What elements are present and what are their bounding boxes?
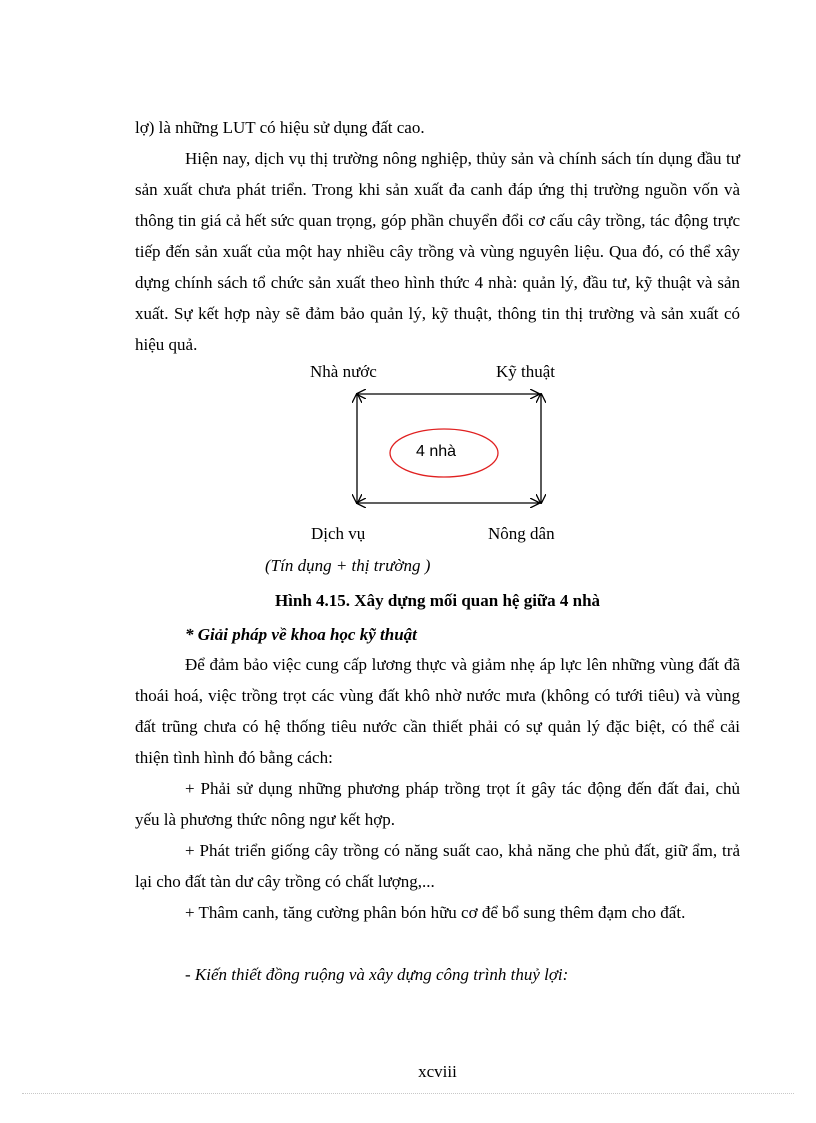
paragraph-intro-end: lợ) là những LUT có hiệu sử dụng đất cao. <box>135 118 425 137</box>
figure-caption: Hình 4.15. Xây dựng mối quan hệ giữa 4 nhà <box>274 591 601 610</box>
paragraph-irrigation: - Kiến thiết đồng ruộng và xây dựng công trình thuỷ lợi: <box>185 965 569 984</box>
paragraph-food-supply: Để đảm bảo việc cung cấp lương thực và giảm nhẹ áp lực lên những vùng đất đã thoái hoá, việc trồng trọt các vùng đất khô nhờ nước mưa (không có tưới tiêu) và vùng đất trũng chưa có hệ thống tiêu nước cần thiết phải có sự quản lý đặc biệt, có thể cải thiện tình hình đó bằng cách: <box>135 655 740 767</box>
page-number: xcviii <box>418 1062 457 1081</box>
paragraph-crop-varieties: + Phát triển giống cây trồng có năng suất cao, khả năng che phủ đất, giữ ẩm, trả lại cho đất tàn dư cây trồng có chất lượng,... <box>135 841 740 891</box>
paragraph-cultivation-methods: + Phải sử dụng những phương pháp trồng trọt ít gây tác động đến đất đai, chủ yếu là phương thức nông ngư kết hợp. <box>135 779 740 829</box>
section-heading: * Giải pháp về khoa học kỹ thuật <box>185 625 417 644</box>
label-ky-thuat: Kỹ thuật <box>496 362 556 381</box>
label-dich-vu: Dịch vụ <box>311 524 366 543</box>
paragraph-market-services: Hiện nay, dịch vụ thị trường nông nghiệp, thủy sản và chính sách tín dụng đầu tư sản xuất chưa phát triển. Trong khi sản xuất đa canh đáp ứng thị trường nguồn vốn và thông tin giá cả hết sức quan trọng, góp phần chuyển đổi cơ cấu cây trồng, tác động trực tiếp đến sản xuất của một hay nhiều cây trồng và vùng nguyên liệu. Qua đó, có thể xây dựng chính sách tổ chức sản xuất theo hình thức 4 nhà: quản lý, đầu tư, kỹ thuật và sản xuất. Sự kết hợp này sẽ đảm bảo quản lý, kỹ thuật, thông tin thị trường và sản xuất có hiệu quả. <box>135 149 740 354</box>
label-nha-nuoc: Nhà nước <box>310 362 377 381</box>
page-bottom-border <box>22 1093 794 1094</box>
label-nong-dan: Nông dân <box>488 524 555 543</box>
label-4-nha: 4 nhà <box>416 443 457 460</box>
label-tin-dung: (Tín dụng + thị trường ) <box>265 556 431 575</box>
paragraph-intensive-farming: + Thâm canh, tăng cường phân bón hữu cơ để bổ sung thêm đạm cho đất. <box>185 903 686 922</box>
